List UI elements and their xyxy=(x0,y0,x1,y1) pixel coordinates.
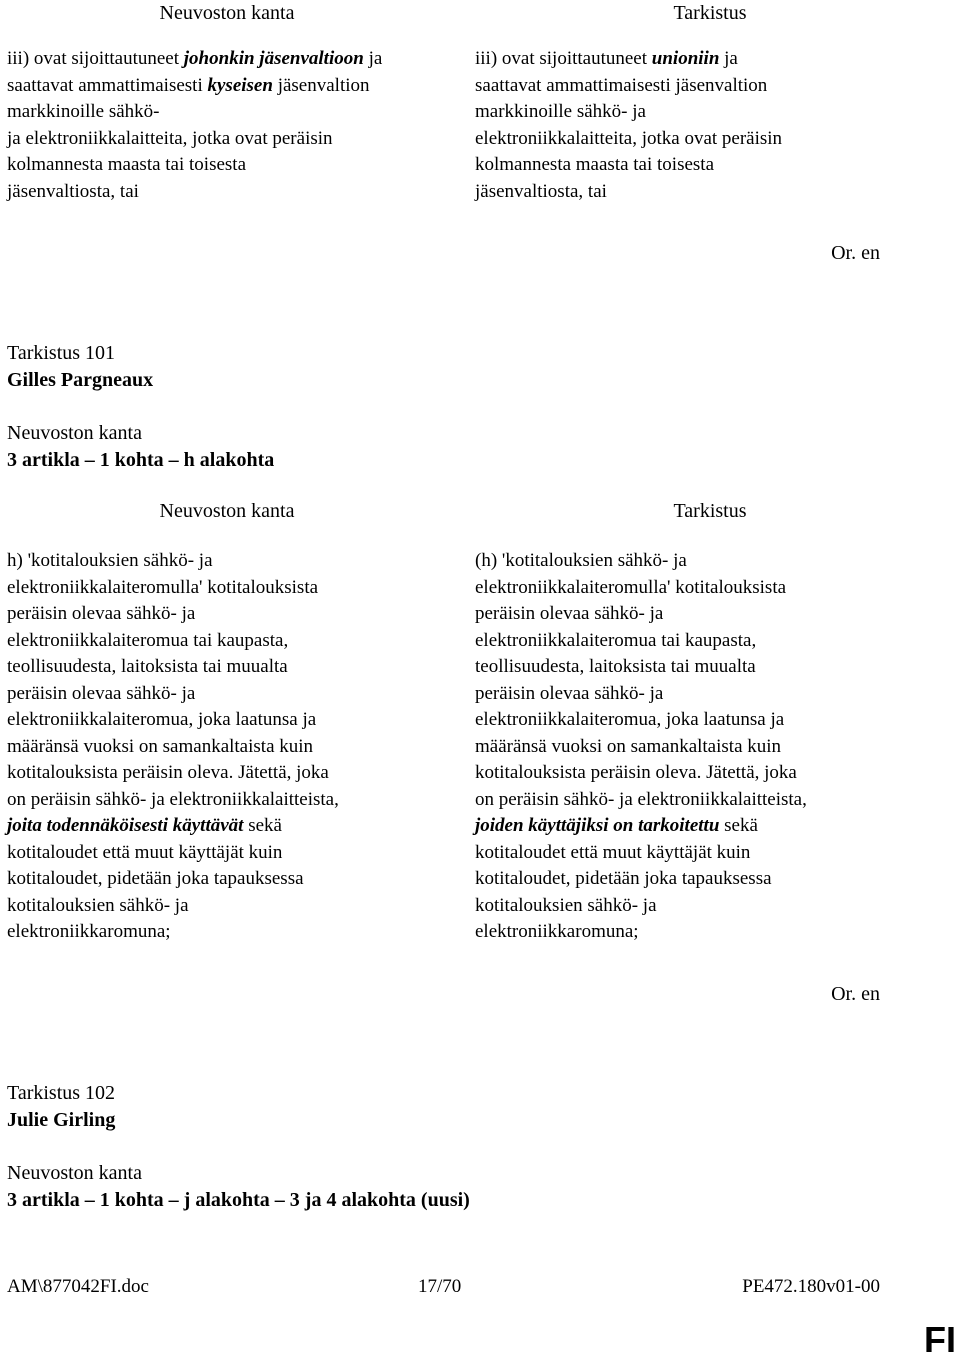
emphasized-text: unioniin xyxy=(651,48,720,69)
council-position-text xyxy=(7,548,447,946)
text-segment: ja saattavat ammattimaisesti xyxy=(7,48,383,96)
amendment-title: Tarkistus 102 xyxy=(7,1082,116,1104)
emphasized-text: johonkin jäsenvaltioon xyxy=(183,48,364,69)
document-reference: AM\877042FI.doc xyxy=(7,1276,149,1297)
position-label: Neuvoston kanta xyxy=(7,1162,142,1184)
page-number: 17/70 xyxy=(418,1276,462,1297)
article-reference: 3 artikla – 1 kohta – j alakohta – 3 ja 4 alakohta (uusi) xyxy=(7,1189,470,1211)
text-segment: iii) ovat sijoittautuneet xyxy=(7,48,184,69)
text-segment: sekä kotitaloudet että muut käyttäjät kuin kotitaloudet, pidetään joka tapauksessa kotitalouksien sähkö- ja elektroniikkaromuna; xyxy=(7,815,304,942)
language-code: FI xyxy=(924,1319,956,1360)
amendment-author: Gilles Pargneaux xyxy=(7,369,154,391)
right-column-header: Tarkistus xyxy=(673,500,747,522)
emphasized-text: joiden käyttäjiksi on tarkoitettu xyxy=(475,815,720,836)
position-label: Neuvoston kanta xyxy=(7,422,142,444)
article-reference: 3 artikla – 1 kohta – h alakohta xyxy=(7,449,275,471)
left-column-header: Neuvoston kanta xyxy=(159,2,295,24)
amendment-author: Julie Girling xyxy=(7,1109,116,1131)
original-language-note: Or. en xyxy=(831,242,880,264)
text-segment: jäsenvaltion markkinoille sähkö- ja elektroniikkalaitteita, jotka ovat peräisin kolmannesta maasta tai toisesta jäsenvaltiosta, tai xyxy=(7,74,370,202)
amendment-title: Tarkistus 101 xyxy=(7,342,116,364)
pe-reference: PE472.180v01-00 xyxy=(742,1276,880,1297)
text-segment: ja saattavat ammattimaisesti jäsenvaltion markkinoille sähkö- ja elektroniikkalaitteita, jotka ovat peräisin kolmannesta maasta tai toisesta jäsenvaltiosta, tai xyxy=(475,48,783,202)
right-column-header: Tarkistus xyxy=(673,2,747,24)
left-column-header: Neuvoston kanta xyxy=(159,500,295,522)
text-segment: iii) ovat sijoittautuneet xyxy=(475,48,652,69)
council-position-text xyxy=(7,46,447,205)
text-segment: (h) 'kotitalouksien sähkö- ja elektroniikkalaiteromulla' kotitalouksista peräisin olevaa sähkö- ja elektroniikkalaiteromua tai kaupasta, teollisuudesta, laitoksista tai muualta peräisin olevaa sähkö- ja elektroniikkalaiteromua, joka laatunsa ja määränsä vuoksi on samankaltaista kuin kotitalouksista peräisin oleva. Jätettä, joka on peräisin sähkö- ja elektroniikkalaitteista, xyxy=(475,550,807,810)
text-segment: h) 'kotitalouksien sähkö- ja elektroniikkalaiteromulla' kotitalouksista peräisin olevaa sähkö- ja elektroniikkalaiteromua tai kaupasta, teollisuudesta, laitoksista tai muualta peräisin olevaa sähkö- ja elektroniikkalaiteromua, joka laatunsa ja määränsä vuoksi on samankaltaista kuin kotitalouksista peräisin oleva. Jätettä, joka on peräisin sähkö- ja elektroniikkalaitteista, xyxy=(7,550,339,810)
original-language-note: Or. en xyxy=(831,983,880,1005)
text-segment: sekä kotitaloudet että muut käyttäjät kuin kotitaloudet, pidetään joka tapauksessa kotitalouksien sähkö- ja elektroniikkaromuna; xyxy=(475,815,772,942)
emphasized-text: kyseisen xyxy=(207,74,273,96)
emphasized-text: joita todennäköisesti käyttävät xyxy=(7,815,244,836)
amendment-text xyxy=(475,548,945,946)
amendment-text xyxy=(475,46,945,205)
